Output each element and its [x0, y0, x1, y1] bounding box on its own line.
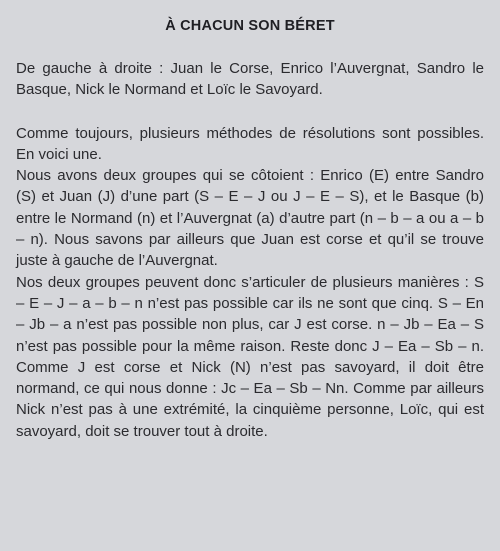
paragraph-methods: Comme toujours, plusieurs méthodes de résolutions sont possibles. En voici une.: [16, 124, 484, 163]
intro-paragraph: De gauche à droite : Juan le Corse, Enrico l’Auvergnat, Sandro le Basque, Nick le Normand et Loïc le Savoyard.: [16, 60, 484, 99]
paragraph-reasoning: Nos deux groupes peuvent donc s’articuler de plusieurs manières : S – E – J – a – b – n n’est pas possible car ils ne sont que cinq. S – En – Jb – a n’est pas possible non plus, car J est corse. n – Jb – Ea – S n’est pas possible pour la même raison. Reste donc J – Ea – Sb – n. Comme J est corse et Nick (N) n’est pas savoyard, il doit être normand, ce qui nous donne : Jc – Ea – Sb – Nn. Comme par ailleurs Nick n’est pas à une extrémité, la cinquième personne, Loïc, qui est savoyard, doit se trouver tout à droite.: [16, 273, 484, 440]
paragraph-groups: Nous avons deux groupes qui se côtoient : Enrico (E) entre Sandro (S) et Juan (J) d’une part (S – E – J ou J – E – S), et le Basque (b) entre le Normand (n) et l’Auvergnat (a) d’autre part (n – b – a ou a – b – n). Nous savons par ailleurs que Juan est corse et qu’il se trouve juste à gauche de l’Auvergnat.: [16, 167, 484, 270]
page-title: À CHACUN SON BÉRET: [165, 18, 335, 34]
solution-body: [16, 123, 484, 442]
